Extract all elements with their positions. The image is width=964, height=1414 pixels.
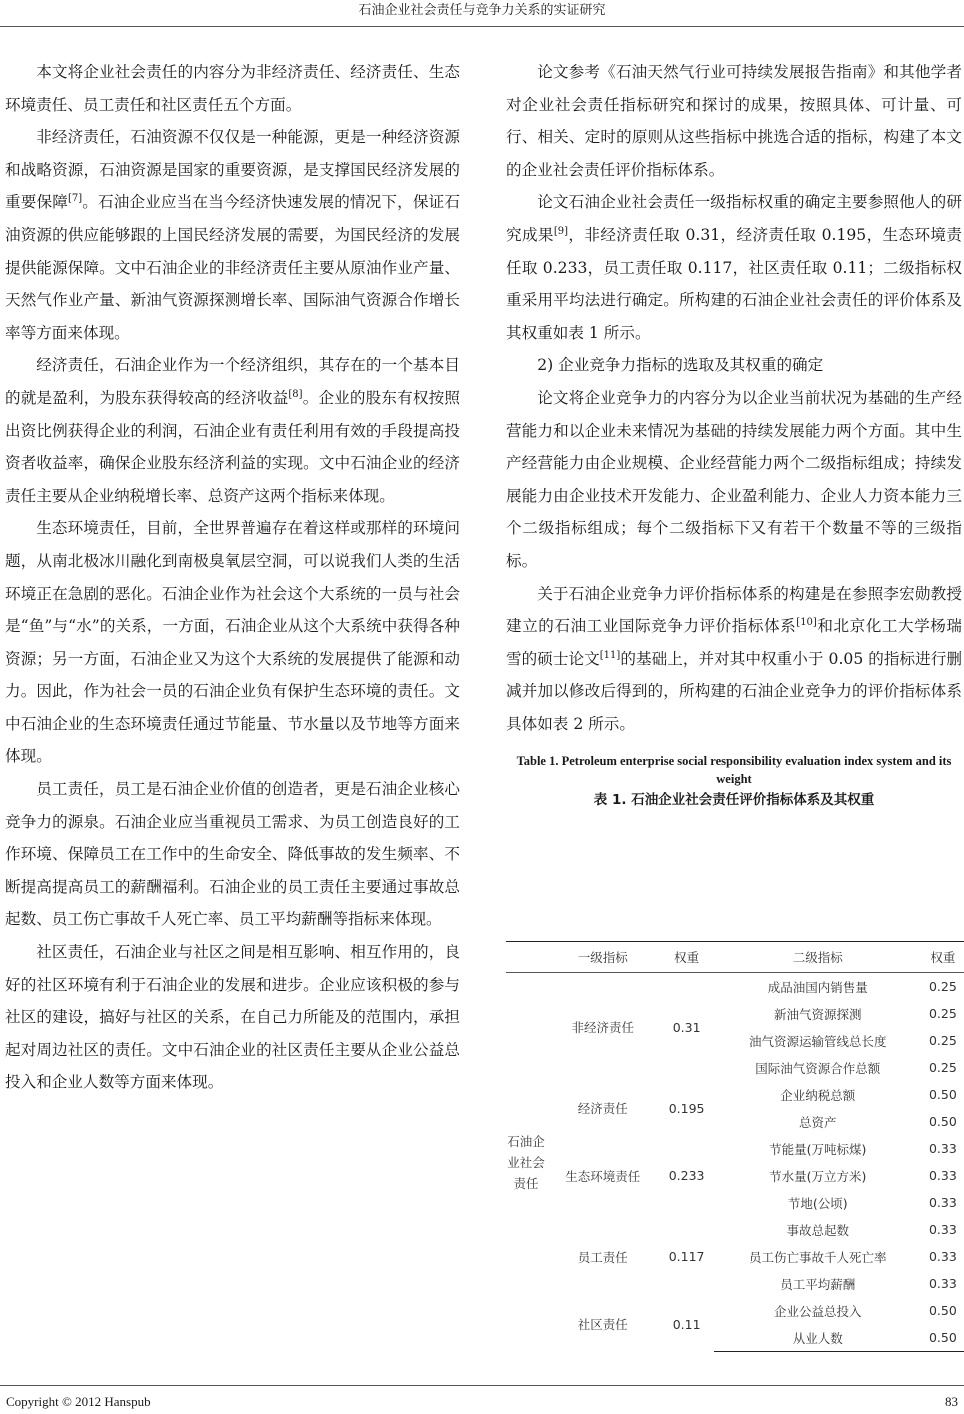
level2-name: 员工伤亡事故千人死亡率 bbox=[749, 1249, 887, 1265]
paragraph-economic bbox=[5, 349, 460, 512]
level1-weight: 0.11 bbox=[672, 1316, 701, 1332]
page-number: 83 bbox=[945, 1394, 958, 1409]
table-header-row bbox=[506, 942, 964, 973]
right-column bbox=[506, 56, 962, 812]
category-cell: 石油企业社会责任 bbox=[507, 1133, 545, 1191]
level2-name: 油气资源运输管线总长度 bbox=[749, 1033, 887, 1049]
level2-name: 国际油气资源合作总额 bbox=[755, 1060, 881, 1076]
level2-weight: 0.33 bbox=[928, 1222, 957, 1237]
table-1 bbox=[506, 941, 964, 1352]
level2-weight: 0.33 bbox=[928, 1195, 957, 1210]
level2-weight: 0.50 bbox=[928, 1303, 957, 1318]
paragraph-weights bbox=[506, 186, 962, 349]
level2-weight: 0.50 bbox=[922, 1324, 964, 1352]
paragraph-reference: 论文参考《石油天然气行业可持续发展报告指南》和其他学者对企业社会责任指标研究和探讨的成果，按照具体、可计量、可行、相关、定时的原则从这些指标中挑选合适的指标，构建了本文的企业社会责任评价指标体系。 bbox=[506, 63, 962, 179]
section-heading: 2) 企业竞争力指标的选取及其权重的确定 bbox=[537, 356, 824, 375]
level2-weight: 0.25 bbox=[928, 1033, 957, 1048]
table-row bbox=[506, 1081, 964, 1108]
level1-weight: 0.31 bbox=[672, 1019, 701, 1035]
paragraph-index-system bbox=[506, 578, 962, 741]
table-caption-zh: 表 1. 石油企业社会责任评价指标体系及其权重 bbox=[593, 792, 875, 809]
header-cell-empty bbox=[506, 942, 546, 973]
level2-weight: 0.33 bbox=[928, 1141, 957, 1156]
level2-weight: 0.33 bbox=[928, 1249, 957, 1264]
level1-name: 生态环境责任 bbox=[565, 1168, 641, 1184]
level2-name: 节能量(万吨标煤) bbox=[769, 1141, 867, 1157]
text-span: 论文石油企业社会责任一级指标权重的确定主要参照他人的研究成果 bbox=[506, 193, 962, 244]
header-cell: 权重 bbox=[660, 942, 714, 973]
paragraph-employee: 员工责任，员工是石油企业价值的创造者，更是石油企业核心竞争力的源泉。石油企业应当重视员工需求、为员工创造良好的工作环境、保障员工在工作中的生命安全、降低事故的发生频率、不断提高提高员工的薪酬福利。石油企业的员工责任主要通过事故总起数、员工伤亡事故千人死亡率、员工平均薪酬等指标来体现。 bbox=[5, 780, 460, 929]
level1-weight: 0.233 bbox=[668, 1168, 705, 1183]
level2-weight: 0.25 bbox=[928, 1006, 957, 1021]
level2-name: 节水量(万立方米) bbox=[769, 1168, 867, 1184]
citation[interactable]: [8] bbox=[288, 388, 303, 400]
level1-weight: 0.117 bbox=[668, 1249, 705, 1264]
level2-name: 新油气资源探测 bbox=[774, 1006, 862, 1022]
citation[interactable]: [10] bbox=[796, 616, 817, 628]
level2-weight: 0.25 bbox=[928, 979, 957, 994]
left-column bbox=[5, 56, 460, 1099]
copyright-notice: Copyright © 2012 Hanspub bbox=[6, 1394, 151, 1409]
level2-name: 事故总起数 bbox=[786, 1222, 850, 1238]
paragraph-intro: 本文将企业社会责任的内容分为非经济责任、经济责任、生态环境责任、员工责任和社区责任五个方面。 bbox=[5, 63, 460, 114]
table-row bbox=[506, 1135, 964, 1162]
level2-name: 总资产 bbox=[799, 1114, 837, 1130]
header-cell: 二级指标 bbox=[714, 942, 922, 973]
level2-name: 员工平均薪酬 bbox=[780, 1276, 856, 1292]
text-span: 和北京化工大学杨瑞雪的硕士论文 bbox=[506, 617, 962, 668]
level2-name: 成品油国内销售量 bbox=[767, 979, 868, 995]
citation[interactable]: [11] bbox=[599, 649, 621, 661]
running-header bbox=[0, 0, 964, 27]
header-cell: 权重 bbox=[922, 942, 964, 973]
header-title: 石油企业社会责任与竞争力关系的实证研究 bbox=[358, 3, 606, 18]
level1-name: 经济责任 bbox=[577, 1101, 628, 1116]
table-caption-en: Table 1. Petroleum enterprise social responsibility evaluation index system and its weight bbox=[516, 754, 952, 787]
table-row bbox=[506, 973, 964, 1001]
level2-name: 企业纳税总额 bbox=[780, 1087, 856, 1103]
paragraph-ecology: 生态环境责任，目前，全世界普遍存在着这样或那样的环境问题，从南北极冰川融化到南极臭氧层空洞，可以说我们人类的生活环境正在急剧的恶化。石油企业作为社会这个大系统的一员与社会是“鱼”与“水”的关系，一方面，石油企业从这个大系统中获得各种资源；另一方面，石油企业又为这个大系统的发展提供了能源和动力。因此，作为社会一员的石油企业负有保护生态环境的责任。文中石油企业的生态环境责任通过节能量、节水量以及节地等方面来体现。 bbox=[5, 519, 460, 766]
level2-weight: 0.50 bbox=[928, 1114, 957, 1129]
level2-weight: 0.33 bbox=[928, 1276, 957, 1291]
table-row bbox=[506, 1216, 964, 1243]
level1-name: 非经济责任 bbox=[571, 1020, 635, 1035]
level2-name: 企业公益总投入 bbox=[774, 1303, 862, 1319]
text-span: 经济责任，石油企业作为一个经济组织，其存在的一个基本目的就是盈利，为股东获得较高的经济收益 bbox=[5, 356, 460, 407]
text-span: 。企业的股东有权按照出资比例获得企业的利润，石油企业有责任利用有效的手段提高投资者收益率，确保企业股东经济利益的实现。文中石油企业的经济责任主要从企业纳税增长率、总资产这两个指标来体现。 bbox=[5, 388, 460, 505]
level1-weight: 0.195 bbox=[668, 1100, 705, 1116]
citation[interactable]: [9] bbox=[553, 225, 569, 237]
text-span: 。石油企业应当在当今经济快速发展的情况下，保证石油资源的供应能够跟的上国民经济发展的需要，为国民经济的发展提供能源保障。文中石油企业的非经济责任主要从原油作业产量、天然气作业产量、新油气资源探测增长率、国际油气资源合作增长率等方面来体现。 bbox=[5, 193, 460, 342]
level2-weight: 0.50 bbox=[928, 1087, 957, 1102]
level2-name: 从业人数 bbox=[714, 1324, 922, 1352]
text-span: 关于石油企业竞争力评价指标体系的构建是在参照李宏勋教授建立的石油工业国际竞争力评价指标体系 bbox=[506, 584, 962, 636]
paragraph-community: 社区责任，石油企业与社区之间是相互影响、相互作用的，良好的社区环境有利于石油企业的发展和进步。企业应该积极的参与社区的建设，搞好与社区的关系，在自己力所能及的范围内，承担起对周边社区的责任。文中石油企业的社区责任主要从企业公益总投入和企业人数等方面来体现。 bbox=[5, 943, 460, 1092]
header-cell: 一级指标 bbox=[546, 942, 660, 973]
citation[interactable]: [7] bbox=[67, 193, 83, 205]
table-row bbox=[506, 1297, 964, 1324]
level2-name: 节地(公顷) bbox=[787, 1195, 848, 1211]
paragraph-competitiveness: 论文将企业竞争力的内容分为以企业当前状况为基础的生产经营能力和以企业未来情况为基础的持续发展能力两个方面。其中生产经营能力由企业规模、企业经营能力两个二级指标组成；持续发展能力由企业技术开发能力、企业盈利能力、企业人力资本能力三个二级指标组成；每个二级指标下又有若干个数量不等的三级指标。 bbox=[506, 388, 962, 570]
footer-divider bbox=[0, 1385, 964, 1386]
level1-name: 员工责任 bbox=[577, 1249, 628, 1265]
responsibility-table bbox=[506, 941, 964, 1352]
level1-name: 社区责任 bbox=[577, 1317, 628, 1333]
level2-weight: 0.25 bbox=[928, 1060, 957, 1075]
level2-weight: 0.33 bbox=[928, 1168, 957, 1183]
text-span: ，非经济责任取 0.31，经济责任取 0.195，生态环境责任取 0.233，员工责任取 0.117，社区责任取 0.11；二级指标权重采用平均法进行确定。所构建的石油企业社会责任的评价体系及其权重如表 1 所示。 bbox=[506, 225, 962, 342]
paragraph-non-economic bbox=[5, 121, 460, 349]
text-span: 的基础上，并对其中权重小于 0.05 的指标进行删减并加以修改后得到的，所构建的石油企业竞争力的评价指标体系具体如表 2 所示。 bbox=[506, 649, 962, 733]
text-span: 非经济责任，石油资源不仅仅是一种能源，更是一种经济资源和战略资源，石油资源是国家的重要资源，是支撑国民经济发展的重要保障 bbox=[5, 128, 460, 212]
